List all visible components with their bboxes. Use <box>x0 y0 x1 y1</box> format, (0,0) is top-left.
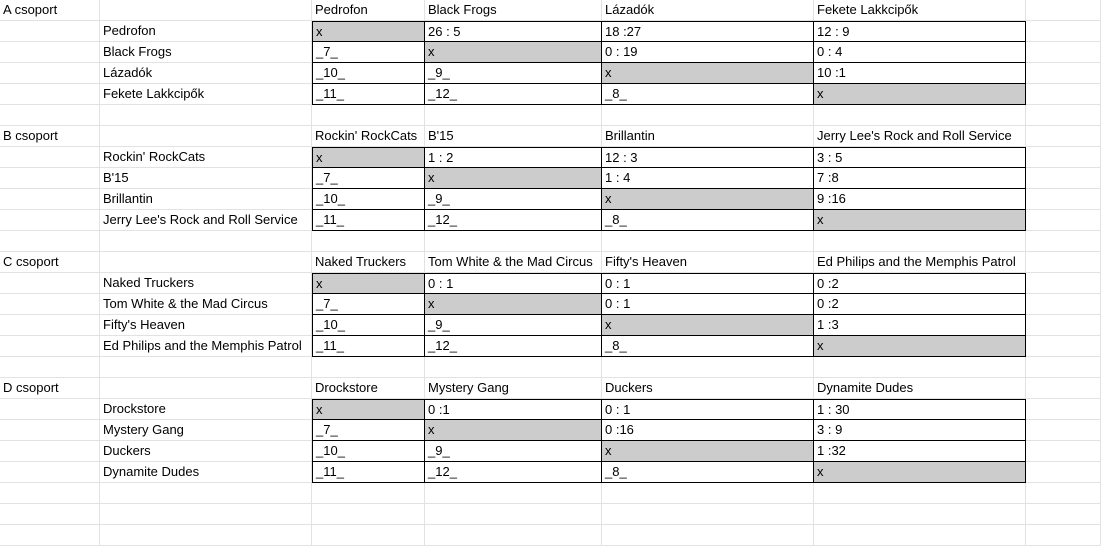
score-cell[interactable]: _8_ <box>602 462 814 483</box>
score-cell[interactable]: _10_ <box>312 441 425 462</box>
grid-cell[interactable] <box>100 483 312 504</box>
score-cell[interactable]: _11_ <box>312 462 425 483</box>
grid-cell[interactable] <box>312 105 425 126</box>
row-team-name[interactable]: Pedrofon <box>100 21 312 42</box>
score-cell[interactable]: 3 : 5 <box>814 147 1026 168</box>
score-cell[interactable]: 0 : 1 <box>425 273 602 294</box>
grid-cell[interactable] <box>312 357 425 378</box>
grid-cell[interactable] <box>1026 273 1101 294</box>
grid-cell[interactable] <box>0 147 100 168</box>
row-team-name[interactable]: Fekete Lakkcipők <box>100 84 312 105</box>
score-cell[interactable]: 1 :32 <box>814 441 1026 462</box>
grid-cell[interactable] <box>0 420 100 441</box>
score-cell[interactable]: 9 :16 <box>814 189 1026 210</box>
column-header[interactable]: Duckers <box>602 378 814 399</box>
score-cell[interactable]: 0 : 19 <box>602 42 814 63</box>
grid-cell[interactable] <box>0 84 100 105</box>
score-cell[interactable]: 18 :27 <box>602 21 814 42</box>
score-cell[interactable]: 12 : 3 <box>602 147 814 168</box>
score-cell[interactable]: 0 : 1 <box>602 399 814 420</box>
grid-cell[interactable] <box>1026 378 1101 399</box>
score-cell[interactable]: 0 :16 <box>602 420 814 441</box>
score-cell[interactable]: x <box>814 210 1026 231</box>
grid-cell[interactable] <box>312 231 425 252</box>
grid-cell[interactable] <box>1026 399 1101 420</box>
grid-cell[interactable] <box>425 504 602 525</box>
grid-cell[interactable] <box>100 105 312 126</box>
row-team-name[interactable]: Rockin' RockCats <box>100 147 312 168</box>
score-cell[interactable]: 0 :1 <box>425 399 602 420</box>
grid-cell[interactable] <box>1026 42 1101 63</box>
score-cell[interactable]: _12_ <box>425 462 602 483</box>
grid-cell[interactable] <box>1026 147 1101 168</box>
grid-cell[interactable] <box>100 504 312 525</box>
score-cell[interactable]: 0 : 1 <box>602 294 814 315</box>
score-cell[interactable]: _9_ <box>425 63 602 84</box>
score-cell[interactable]: 1 : 30 <box>814 399 1026 420</box>
grid-cell[interactable] <box>0 357 100 378</box>
row-team-name[interactable]: Fifty's Heaven <box>100 315 312 336</box>
row-team-name[interactable]: Naked Truckers <box>100 273 312 294</box>
grid-cell[interactable] <box>814 231 1026 252</box>
grid-cell[interactable] <box>100 231 312 252</box>
column-header[interactable]: Dynamite Dudes <box>814 378 1026 399</box>
grid-cell[interactable] <box>100 252 312 273</box>
row-team-name[interactable]: B'15 <box>100 168 312 189</box>
score-cell[interactable]: _9_ <box>425 189 602 210</box>
grid-cell[interactable] <box>425 357 602 378</box>
grid-cell[interactable] <box>0 336 100 357</box>
grid-cell[interactable] <box>0 42 100 63</box>
score-cell[interactable]: x <box>312 147 425 168</box>
grid-cell[interactable] <box>1026 294 1101 315</box>
score-cell[interactable]: 1 : 2 <box>425 147 602 168</box>
grid-cell[interactable] <box>1026 252 1101 273</box>
grid-cell[interactable] <box>0 63 100 84</box>
grid-cell[interactable] <box>1026 420 1101 441</box>
column-header[interactable]: Tom White & the Mad Circus <box>425 252 602 273</box>
grid-cell[interactable] <box>100 126 312 147</box>
grid-cell[interactable] <box>602 231 814 252</box>
grid-cell[interactable] <box>0 168 100 189</box>
score-cell[interactable]: _11_ <box>312 84 425 105</box>
group-label[interactable]: B csoport <box>0 126 100 147</box>
score-cell[interactable]: x <box>312 399 425 420</box>
grid-cell[interactable] <box>814 483 1026 504</box>
grid-cell[interactable] <box>1026 483 1101 504</box>
grid-cell[interactable] <box>814 105 1026 126</box>
score-cell[interactable]: _8_ <box>602 210 814 231</box>
group-label[interactable]: C csoport <box>0 252 100 273</box>
column-header[interactable]: Mystery Gang <box>425 378 602 399</box>
score-cell[interactable]: _9_ <box>425 441 602 462</box>
grid-cell[interactable] <box>1026 462 1101 483</box>
grid-cell[interactable] <box>425 105 602 126</box>
row-team-name[interactable]: Drockstore <box>100 399 312 420</box>
grid-cell[interactable] <box>0 210 100 231</box>
grid-cell[interactable] <box>0 105 100 126</box>
grid-cell[interactable] <box>814 504 1026 525</box>
row-team-name[interactable]: Dynamite Dudes <box>100 462 312 483</box>
column-header[interactable]: Lázadók <box>602 0 814 21</box>
score-cell[interactable]: _7_ <box>312 168 425 189</box>
column-header[interactable]: Fekete Lakkcipők <box>814 0 1026 21</box>
grid-cell[interactable] <box>0 273 100 294</box>
score-cell[interactable]: 0 : 1 <box>602 273 814 294</box>
row-team-name[interactable]: Ed Philips and the Memphis Patrol <box>100 336 312 357</box>
score-cell[interactable]: x <box>425 168 602 189</box>
grid-cell[interactable] <box>425 525 602 546</box>
grid-cell[interactable] <box>1026 357 1101 378</box>
score-cell[interactable]: 10 :1 <box>814 63 1026 84</box>
grid-cell[interactable] <box>0 315 100 336</box>
score-cell[interactable]: _12_ <box>425 336 602 357</box>
score-cell[interactable]: _7_ <box>312 420 425 441</box>
grid-cell[interactable] <box>1026 84 1101 105</box>
row-team-name[interactable]: Black Frogs <box>100 42 312 63</box>
score-cell[interactable]: 7 :8 <box>814 168 1026 189</box>
grid-cell[interactable] <box>602 357 814 378</box>
score-cell[interactable]: _9_ <box>425 315 602 336</box>
score-cell[interactable]: _12_ <box>425 84 602 105</box>
grid-cell[interactable] <box>0 294 100 315</box>
grid-cell[interactable] <box>1026 525 1101 546</box>
score-cell[interactable]: x <box>602 63 814 84</box>
score-cell[interactable]: x <box>814 336 1026 357</box>
column-header[interactable]: Jerry Lee's Rock and Roll Service <box>814 126 1026 147</box>
grid-cell[interactable] <box>602 483 814 504</box>
grid-cell[interactable] <box>814 525 1026 546</box>
column-header[interactable]: Naked Truckers <box>312 252 425 273</box>
group-label[interactable]: A csoport <box>0 0 100 21</box>
score-cell[interactable]: x <box>602 189 814 210</box>
score-cell[interactable]: x <box>814 462 1026 483</box>
score-cell[interactable]: 0 : 4 <box>814 42 1026 63</box>
grid-cell[interactable] <box>0 441 100 462</box>
column-header[interactable]: Fifty's Heaven <box>602 252 814 273</box>
grid-cell[interactable] <box>1026 168 1101 189</box>
grid-cell[interactable] <box>100 378 312 399</box>
grid-cell[interactable] <box>1026 315 1101 336</box>
score-cell[interactable]: _10_ <box>312 315 425 336</box>
column-header[interactable]: Ed Philips and the Memphis Patrol <box>814 252 1026 273</box>
grid-cell[interactable] <box>312 483 425 504</box>
row-team-name[interactable]: Jerry Lee's Rock and Roll Service <box>100 210 312 231</box>
score-cell[interactable]: 1 :3 <box>814 315 1026 336</box>
score-cell[interactable]: 0 :2 <box>814 294 1026 315</box>
column-header[interactable]: Black Frogs <box>425 0 602 21</box>
grid-cell[interactable] <box>1026 0 1101 21</box>
row-team-name[interactable]: Tom White & the Mad Circus <box>100 294 312 315</box>
score-cell[interactable]: x <box>425 294 602 315</box>
grid-cell[interactable] <box>0 189 100 210</box>
grid-cell[interactable] <box>602 105 814 126</box>
column-header[interactable]: B'15 <box>425 126 602 147</box>
grid-cell[interactable] <box>0 483 100 504</box>
grid-cell[interactable] <box>100 525 312 546</box>
row-team-name[interactable]: Mystery Gang <box>100 420 312 441</box>
grid-cell[interactable] <box>602 525 814 546</box>
score-cell[interactable]: x <box>602 441 814 462</box>
score-cell[interactable]: x <box>602 315 814 336</box>
column-header[interactable]: Rockin' RockCats <box>312 126 425 147</box>
grid-cell[interactable] <box>425 231 602 252</box>
grid-cell[interactable] <box>312 504 425 525</box>
score-cell[interactable]: _10_ <box>312 189 425 210</box>
score-cell[interactable]: _11_ <box>312 336 425 357</box>
grid-cell[interactable] <box>0 525 100 546</box>
column-header[interactable]: Pedrofon <box>312 0 425 21</box>
score-cell[interactable]: _7_ <box>312 42 425 63</box>
grid-cell[interactable] <box>1026 21 1101 42</box>
row-team-name[interactable]: Lázadók <box>100 63 312 84</box>
grid-cell[interactable] <box>1026 105 1101 126</box>
grid-cell[interactable] <box>0 399 100 420</box>
score-cell[interactable]: 3 : 9 <box>814 420 1026 441</box>
grid-cell[interactable] <box>1026 63 1101 84</box>
row-team-name[interactable]: Duckers <box>100 441 312 462</box>
grid-cell[interactable] <box>1026 441 1101 462</box>
grid-cell[interactable] <box>100 0 312 21</box>
score-cell[interactable]: _8_ <box>602 336 814 357</box>
score-cell[interactable]: _8_ <box>602 84 814 105</box>
score-cell[interactable]: 0 :2 <box>814 273 1026 294</box>
grid-cell[interactable] <box>0 21 100 42</box>
score-cell[interactable]: 1 : 4 <box>602 168 814 189</box>
group-label[interactable]: D csoport <box>0 378 100 399</box>
grid-cell[interactable] <box>602 504 814 525</box>
score-cell[interactable]: 26 : 5 <box>425 21 602 42</box>
grid-cell[interactable] <box>1026 210 1101 231</box>
score-cell[interactable]: x <box>425 42 602 63</box>
grid-cell[interactable] <box>0 504 100 525</box>
grid-cell[interactable] <box>1026 189 1101 210</box>
score-cell[interactable]: x <box>312 21 425 42</box>
score-cell[interactable]: _7_ <box>312 294 425 315</box>
score-cell[interactable]: 12 : 9 <box>814 21 1026 42</box>
column-header[interactable]: Drockstore <box>312 378 425 399</box>
grid-cell[interactable] <box>1026 126 1101 147</box>
grid-cell[interactable] <box>425 483 602 504</box>
score-cell[interactable]: _10_ <box>312 63 425 84</box>
score-cell[interactable]: x <box>425 420 602 441</box>
grid-cell[interactable] <box>312 525 425 546</box>
grid-cell[interactable] <box>0 231 100 252</box>
grid-cell[interactable] <box>1026 504 1101 525</box>
grid-cell[interactable] <box>1026 336 1101 357</box>
score-cell[interactable]: x <box>312 273 425 294</box>
column-header[interactable]: Brillantin <box>602 126 814 147</box>
grid-cell[interactable] <box>100 357 312 378</box>
grid-cell[interactable] <box>814 357 1026 378</box>
grid-cell[interactable] <box>1026 231 1101 252</box>
score-cell[interactable]: _12_ <box>425 210 602 231</box>
row-team-name[interactable]: Brillantin <box>100 189 312 210</box>
score-cell[interactable]: x <box>814 84 1026 105</box>
score-cell[interactable]: _11_ <box>312 210 425 231</box>
grid-cell[interactable] <box>0 462 100 483</box>
